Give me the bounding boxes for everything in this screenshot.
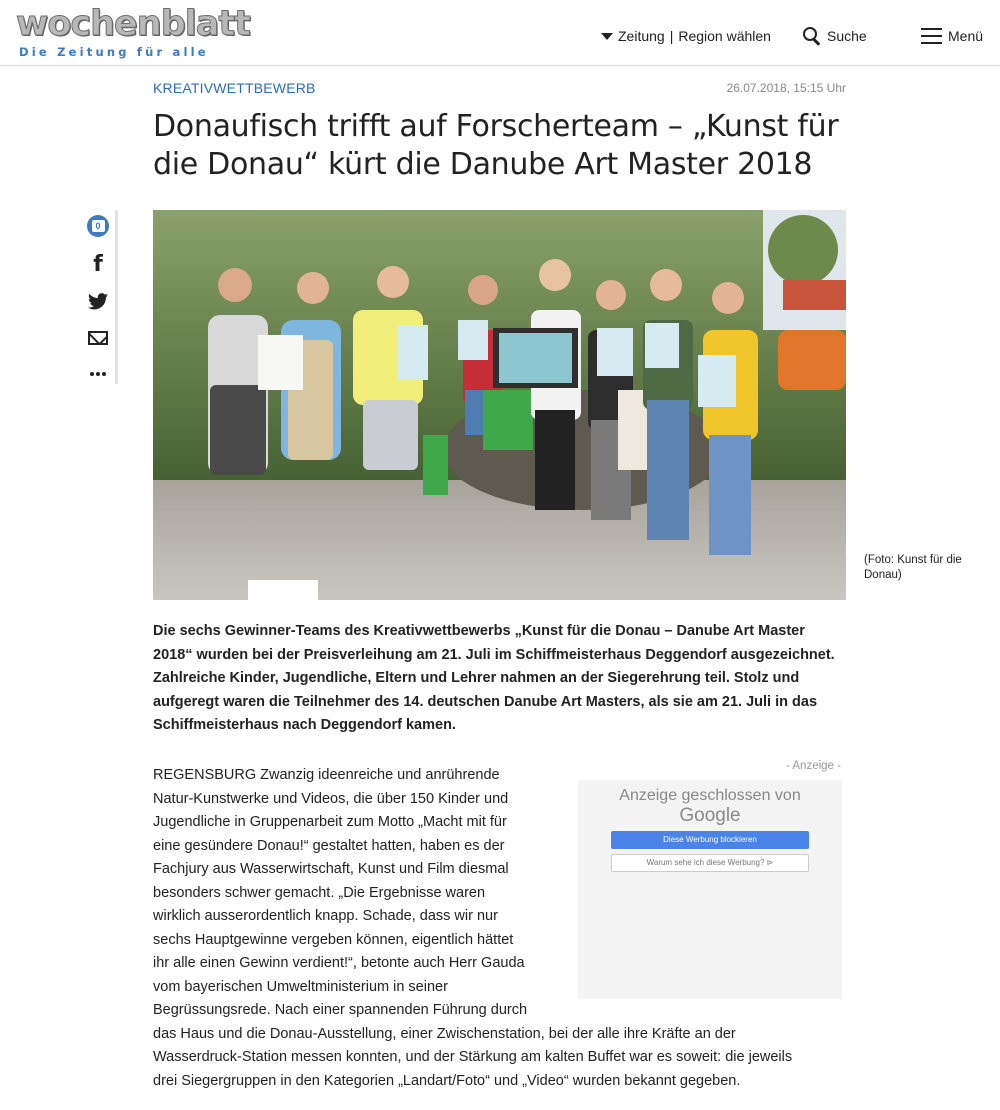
body-line: Wasserdruck-Station messen konnten, und der Stärkung am kalten Buffet war es soweit: die jeweils — [153, 1049, 793, 1065]
comment-count: 0 — [92, 220, 105, 232]
body-line: das Haus und die Donau-Ausstellung, einer Zwischenstation, bei der alle ihre Kräfte an der — [153, 1025, 736, 1042]
search-label: Suche — [827, 28, 867, 44]
mail-icon — [88, 331, 108, 345]
body-line: vom bayerischen Umweltministerium in seiner — [153, 978, 448, 995]
why-this-ad-button[interactable]: Warum sehe ich diese Werbung? ⊳ — [611, 854, 809, 872]
body-line: drei Siegergruppen in den Kategorien „Landart/Foto“ und „Video“ wurden bekannt gegeben. — [153, 1072, 741, 1089]
group-photo-illustration — [153, 210, 846, 600]
menu-label: Menü — [948, 28, 984, 44]
logo-wordmark: wochenblatt — [16, 4, 250, 44]
site-header — [0, 0, 1000, 66]
body-line: wirklich ausserordentlich knapp. Schade, dass wir nur — [153, 908, 498, 924]
search-icon — [803, 27, 822, 46]
comments-button[interactable] — [84, 213, 112, 239]
facebook-share-button[interactable] — [84, 251, 112, 277]
ad-label: - Anzeige - — [786, 760, 841, 772]
hamburger-menu-icon — [921, 28, 942, 44]
nav-separator: | — [669, 28, 674, 44]
body-line: ihr alle einen Gewinn verdient!“, betonte auch Herr Gauda — [153, 955, 525, 971]
more-share-button[interactable] — [84, 361, 112, 387]
comment-icon — [87, 215, 109, 237]
region-selector[interactable] — [601, 24, 771, 48]
article-lead: Die sechs Gewinner-Teams des Kreativwettbewerbs „Kunst für die Donau – Danube Art Master 2018“ wurden bei der Preisverleihung am 21. Juli im Schiffmeisterhaus Deggendorf ausgezeichnet. Zahlreiche Kinder, Jugendliche, Eltern und Lehrer nahmen an der Siegerehrung teil. Stolz und aufgeregt waren die Teilnehmer des 14. deutschen Danube Art Masters, als sie am 21. Juli in das Schiffmeisterhaus nach Deggendorf kamen. — [153, 623, 835, 733]
site-logo[interactable] — [16, 4, 250, 62]
body-line: Fachjury aus Wasserwirtschaft, Kunst und Film diesmal — [153, 861, 509, 877]
body-line: besonders schwer gemacht. „Die Ergebnisse waren — [153, 884, 486, 901]
facebook-icon: f — [93, 251, 103, 277]
headline-line-2: die Donau“ kürt die Danube Art Master 2018 — [153, 147, 813, 182]
logo-tagline: Die Zeitung für alle — [19, 45, 209, 59]
email-share-button[interactable] — [84, 325, 112, 351]
block-ad-button[interactable]: Diese Werbung blockieren — [611, 831, 809, 849]
menu-button[interactable] — [921, 24, 983, 48]
ad-google-brand: Google — [679, 805, 741, 826]
headline-line-1: Donaufisch trifft auf Forscherteam – „Kunst für — [153, 109, 839, 144]
share-bar — [82, 210, 118, 384]
article-headline — [153, 108, 853, 184]
body-line: sechs Hauptgewinne vergeben können, eigentlich hättet — [153, 931, 514, 948]
ad-closed-title: Anzeige geschlossen von — [619, 787, 801, 804]
twitter-icon — [88, 293, 108, 310]
body-line: Natur-Kunstwerke und Videos, die über 150 Kinder und — [153, 790, 509, 807]
article-category-link[interactable]: KREATIVWETTBEWERB — [153, 80, 316, 96]
article-datetime: 26.07.2018, 15:15 Uhr — [726, 81, 846, 95]
photo-caption: (Foto: Kunst für die Donau) — [864, 554, 962, 581]
nav-region-label: Region wählen — [678, 28, 771, 44]
article-photo — [153, 210, 846, 600]
body-line: Begrüssungsrede. Nach einer spannenden Führung durch — [153, 1002, 528, 1018]
article-body — [153, 764, 848, 1093]
body-line: eine gesündere Donau!“ gestaltet hatten, haben es der — [153, 837, 505, 854]
search-button[interactable] — [803, 24, 867, 48]
more-icon — [90, 372, 106, 376]
body-line: Jugendliche in Gruppenarbeit zum Motto „Macht mit für — [153, 814, 507, 830]
caret-down-icon — [601, 33, 613, 40]
twitter-share-button[interactable] — [84, 288, 112, 314]
body-line: REGENSBURG Zwanzig ideenreiche und anrührende — [153, 767, 500, 783]
nav-zeitung-label: Zeitung — [618, 28, 665, 44]
